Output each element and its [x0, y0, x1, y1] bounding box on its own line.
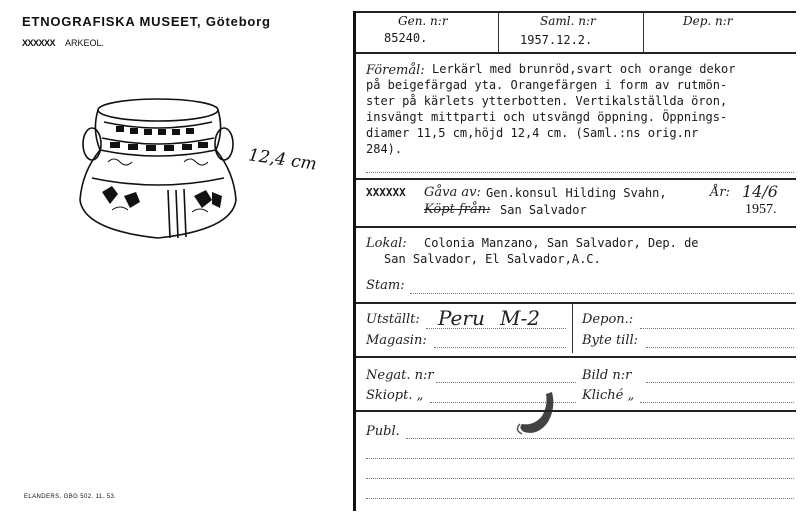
utstallt-dotted-line — [426, 328, 566, 329]
stam-label: Stam: — [366, 278, 405, 293]
stam-dotted-line — [410, 293, 794, 294]
foremal-line-6: 284). — [366, 142, 403, 156]
negat-dotted-line — [436, 382, 576, 383]
magasin-label: Magasin: — [366, 333, 427, 348]
lokal-line-2: San Salvador, El Salvador,A.C. — [384, 252, 601, 266]
header-bottom-rule — [356, 52, 796, 54]
height-annotation: 12,4 cm — [246, 145, 318, 175]
kopt-fran-label: Köpt från: — [424, 202, 491, 217]
saml-nr-value: 1957.12.2. — [520, 33, 593, 47]
pottery-vessel-drawing — [72, 92, 242, 242]
foremal-dotted-line — [366, 172, 794, 173]
foremal-line-1: Lerkärl med brunröd,svart och orange dekor — [432, 62, 736, 76]
lokal-line-1: Colonia Manzano, San Salvador, Dep. de — [424, 236, 699, 250]
saml-nr-label: Saml. n:r — [540, 14, 596, 28]
kliche-dotted-line — [640, 402, 794, 403]
lokal-label: Lokal: — [366, 236, 407, 251]
gava-top-rule — [356, 178, 796, 180]
byte-till-label: Byte till: — [582, 333, 639, 348]
foremal-line-3: ster på kärlets ytterbotten. Vertikalställda öron, — [366, 94, 728, 108]
gava-place: San Salvador — [500, 203, 587, 217]
foremal-line-2: på beigefärgad yta. Orangefärgen i form av rutmön- — [366, 78, 728, 92]
publ-label: Publ. — [366, 424, 400, 439]
gen-nr-value: 85240. — [384, 31, 428, 45]
gen-nr-label: Gen. n:r — [398, 14, 448, 28]
depon-dotted-line — [640, 328, 794, 329]
foremal-label: Föremål: — [366, 63, 425, 78]
publ-dotted-line-1 — [406, 438, 794, 439]
publ-dotted-line-4 — [366, 498, 794, 499]
foremal-line-5: diamer 11,5 cm,höjd 12,4 cm. (Saml.:ns orig.nr — [366, 126, 699, 140]
department-struck: XXXXXX — [22, 38, 56, 48]
utstallt-handwriting-1: Peru — [438, 306, 485, 330]
lokal-top-rule — [356, 226, 796, 228]
printer-imprint: ELANDERS, GBG 502. 11. 53. — [24, 494, 117, 500]
gava-value: Gen.konsul Hilding Svahn, — [486, 186, 667, 200]
ar-value: 14/6 — [742, 182, 778, 201]
bild-label: Bild n:r — [582, 368, 632, 383]
magasin-dotted-line — [434, 347, 566, 348]
foremal-line-4: insvängt mittparti och utsvängd öppning. Öppnings- — [366, 110, 728, 124]
publ-dotted-line-3 — [366, 478, 794, 479]
department-line — [22, 38, 104, 48]
gava-struck-label: XXXXXX — [366, 186, 406, 199]
department-label: ARKEOL. — [65, 38, 105, 48]
magasin-bottom-rule — [356, 356, 796, 358]
header-divider-2 — [643, 12, 644, 52]
byte-till-dotted-line — [646, 347, 794, 348]
gava-year: 1957. — [745, 202, 777, 217]
gava-label: Gåva av: — [424, 185, 481, 200]
museum-name: ETNOGRAFISKA MUSEET, Göteborg — [22, 14, 271, 29]
utstallt-divider — [572, 303, 573, 353]
skiopt-bottom-rule — [356, 410, 796, 412]
ink-smudge-mark — [508, 388, 568, 442]
negat-label: Negat. n:r — [366, 368, 434, 383]
card-vertical-border — [353, 11, 356, 511]
stam-bottom-rule — [356, 302, 796, 304]
bild-dotted-line — [646, 382, 794, 383]
header-top-rule — [356, 11, 796, 13]
publ-dotted-line-2 — [366, 458, 794, 459]
kliche-label: Kliché „ — [582, 388, 635, 403]
depon-label: Depon.: — [582, 312, 634, 327]
header-divider-1 — [498, 12, 499, 52]
ar-label: År: — [710, 185, 730, 200]
utstallt-label: Utställt: — [366, 312, 420, 327]
dep-nr-label: Dep. n:r — [683, 14, 733, 28]
skiopt-label: Skiopt. „ — [366, 388, 424, 403]
utstallt-handwriting-2: M-2 — [500, 306, 540, 330]
